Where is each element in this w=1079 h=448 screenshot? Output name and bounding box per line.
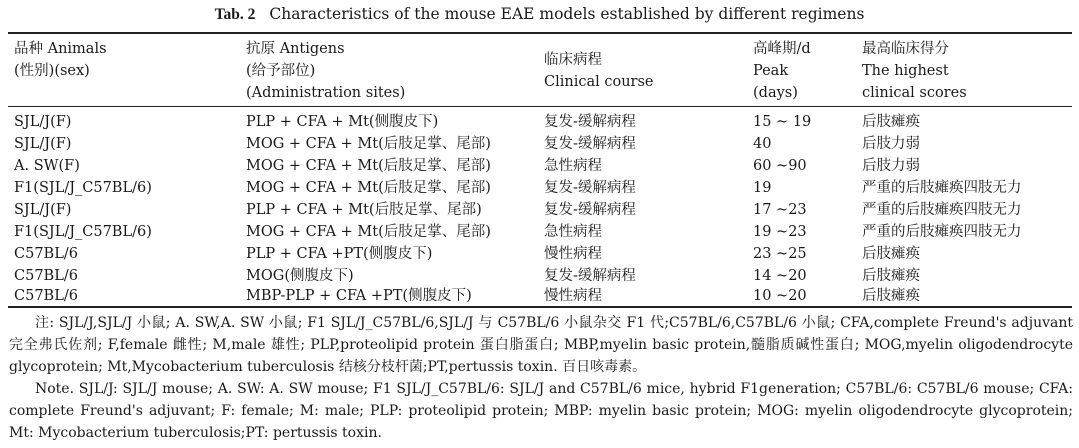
animal-cell: C57BL/6 (14, 246, 78, 262)
peak-cell: 19 ~23 (753, 224, 807, 240)
header-line: Peak (753, 63, 789, 79)
score-cell: 严重的后肢瘫痪四肢无力 (862, 180, 1022, 196)
antigen-cell: MBP-PLP + CFA +PT(侧腹皮下) (246, 288, 472, 304)
antigen-cell: MOG + CFA + Mt(后肢足掌、尾部) (246, 180, 491, 196)
score-cell: 严重的后肢瘫痪四肢无力 (862, 224, 1022, 240)
header-line: (Administration sites) (246, 85, 406, 101)
course-cell: 复发-缓解病程 (544, 268, 636, 284)
top-rule (8, 32, 1072, 34)
course-cell: 复发-缓解病程 (544, 202, 636, 218)
header-line: clinical scores (862, 85, 967, 101)
table-note-english: Note. SJL/J: SJL/J mouse; A. SW: A. SW mouse; F1 SJL/J_C57BL/6: SJL/J and C57BL/6 mice, hybrid F1generation; C57BL/6: C57BL/6 mouse; CFA: complete Freund's adjuvant; F: female; M: male; PLP: proteolipid protein; MBP: myelin basic protein; MOG: myelin oligodendrocyte glycoprotein; Mt: Mycobacterium tuberculosis;PT: pertussis toxin. (9, 381, 1073, 441)
table-row (0, 134, 1079, 154)
antigen-cell: MOG + CFA + Mt(后肢足掌、尾部) (246, 158, 491, 174)
table-title: Characteristics of the mouse EAE models established by different regimens (269, 5, 865, 23)
table-row (0, 200, 1079, 220)
table-label: Tab. 2 (214, 6, 256, 23)
course-cell: 复发-缓解病程 (544, 114, 636, 130)
animal-cell: A. SW(F) (14, 158, 80, 174)
table-note-chinese: 注: SJL/J,SJL/J 小鼠; A. SW,A. SW 小鼠; F1 SJL/J_C57BL/6,SJL/J 与 C57BL/6 小鼠杂交 F1 代;C57BL/6,C57BL/6 小鼠; CFA,complete Freund's adjuvant 完全弗氏佐剂; F,female 雌性; M,male 雄性; PLP,proteolipid protein 蛋白脂蛋白; MBP,myelin basic protein,髓脂质碱性蛋白; MOG,myelin oligodendrocyte glycoprotein; Mt,Mycobacterium tuberculosis 结核分枝杆菌;PT,pertussis toxin. 百日咳毒素。 (9, 315, 1073, 375)
header-line: 最高临床得分 (862, 41, 949, 57)
score-cell: 后肢力弱 (862, 136, 920, 152)
table-caption (0, 5, 1079, 24)
peak-cell: 14 ~20 (753, 268, 807, 284)
peak-cell: 40 (753, 136, 772, 152)
header-clinical-course (544, 49, 654, 93)
header-line: (days) (753, 85, 798, 101)
course-cell: 慢性病程 (544, 288, 602, 304)
animal-cell: F1(SJL/J_C57BL/6) (14, 224, 152, 240)
peak-cell: 19 (753, 180, 772, 196)
antigen-cell: PLP + CFA +PT(侧腹皮下) (246, 246, 433, 262)
antigen-cell: MOG + CFA + Mt(后肢足掌、尾部) (246, 224, 491, 240)
table-row (0, 286, 1079, 306)
animal-cell: SJL/J(F) (14, 202, 72, 218)
header-line: Clinical course (544, 74, 654, 90)
header-line: (给予部位) (246, 63, 316, 79)
antigen-cell: MOG(侧腹皮下) (246, 268, 354, 284)
peak-cell: 15 ~ 19 (753, 114, 812, 130)
table-row (0, 266, 1079, 286)
peak-cell: 60 ~90 (753, 158, 807, 174)
course-cell: 复发-缓解病程 (544, 136, 636, 152)
table-row (0, 156, 1079, 176)
peak-cell: 17 ~23 (753, 202, 807, 218)
course-cell: 急性病程 (544, 158, 602, 174)
peak-cell: 10 ~20 (753, 288, 807, 304)
course-cell: 复发-缓解病程 (544, 180, 636, 196)
header-antigens (246, 38, 405, 104)
course-cell: 急性病程 (544, 224, 602, 240)
header-highest-score (862, 38, 967, 104)
score-cell: 后肢瘫痪 (862, 246, 920, 262)
bottom-rule (8, 306, 1072, 308)
score-cell: 严重的后肢瘫痪四肢无力 (862, 202, 1022, 218)
header-line: 高峰期/d (753, 41, 811, 57)
score-cell: 后肢瘫痪 (862, 114, 920, 130)
antigen-cell: MOG + CFA + Mt(后肢足掌、尾部) (246, 136, 491, 152)
score-cell: 后肢力弱 (862, 158, 920, 174)
table-row (0, 244, 1079, 264)
header-line: (性别)(sex) (14, 63, 90, 79)
header-animals (14, 38, 107, 82)
antigen-cell: PLP + CFA + Mt(后肢足掌、尾部) (246, 202, 482, 218)
header-peak (753, 38, 811, 104)
animal-cell: SJL/J(F) (14, 114, 72, 130)
antigen-cell: PLP + CFA + Mt(侧腹皮下) (246, 114, 439, 130)
animal-cell: C57BL/6 (14, 288, 78, 304)
table-row (0, 112, 1079, 132)
header-line: 品种 Animals (14, 41, 107, 57)
table-row (0, 178, 1079, 198)
score-cell: 后肢瘫痪 (862, 288, 920, 304)
peak-cell: 23 ~25 (753, 246, 807, 262)
animal-cell: F1(SJL/J_C57BL/6) (14, 180, 152, 196)
header-line: 临床病程 (544, 52, 602, 68)
table-row (0, 222, 1079, 242)
header-rule (8, 106, 1072, 107)
header-line: The highest (862, 63, 949, 79)
header-line: 抗原 Antigens (246, 41, 345, 57)
animal-cell: C57BL/6 (14, 268, 78, 284)
score-cell: 后肢瘫痪 (862, 268, 920, 284)
animal-cell: SJL/J(F) (14, 136, 72, 152)
course-cell: 慢性病程 (544, 246, 602, 262)
